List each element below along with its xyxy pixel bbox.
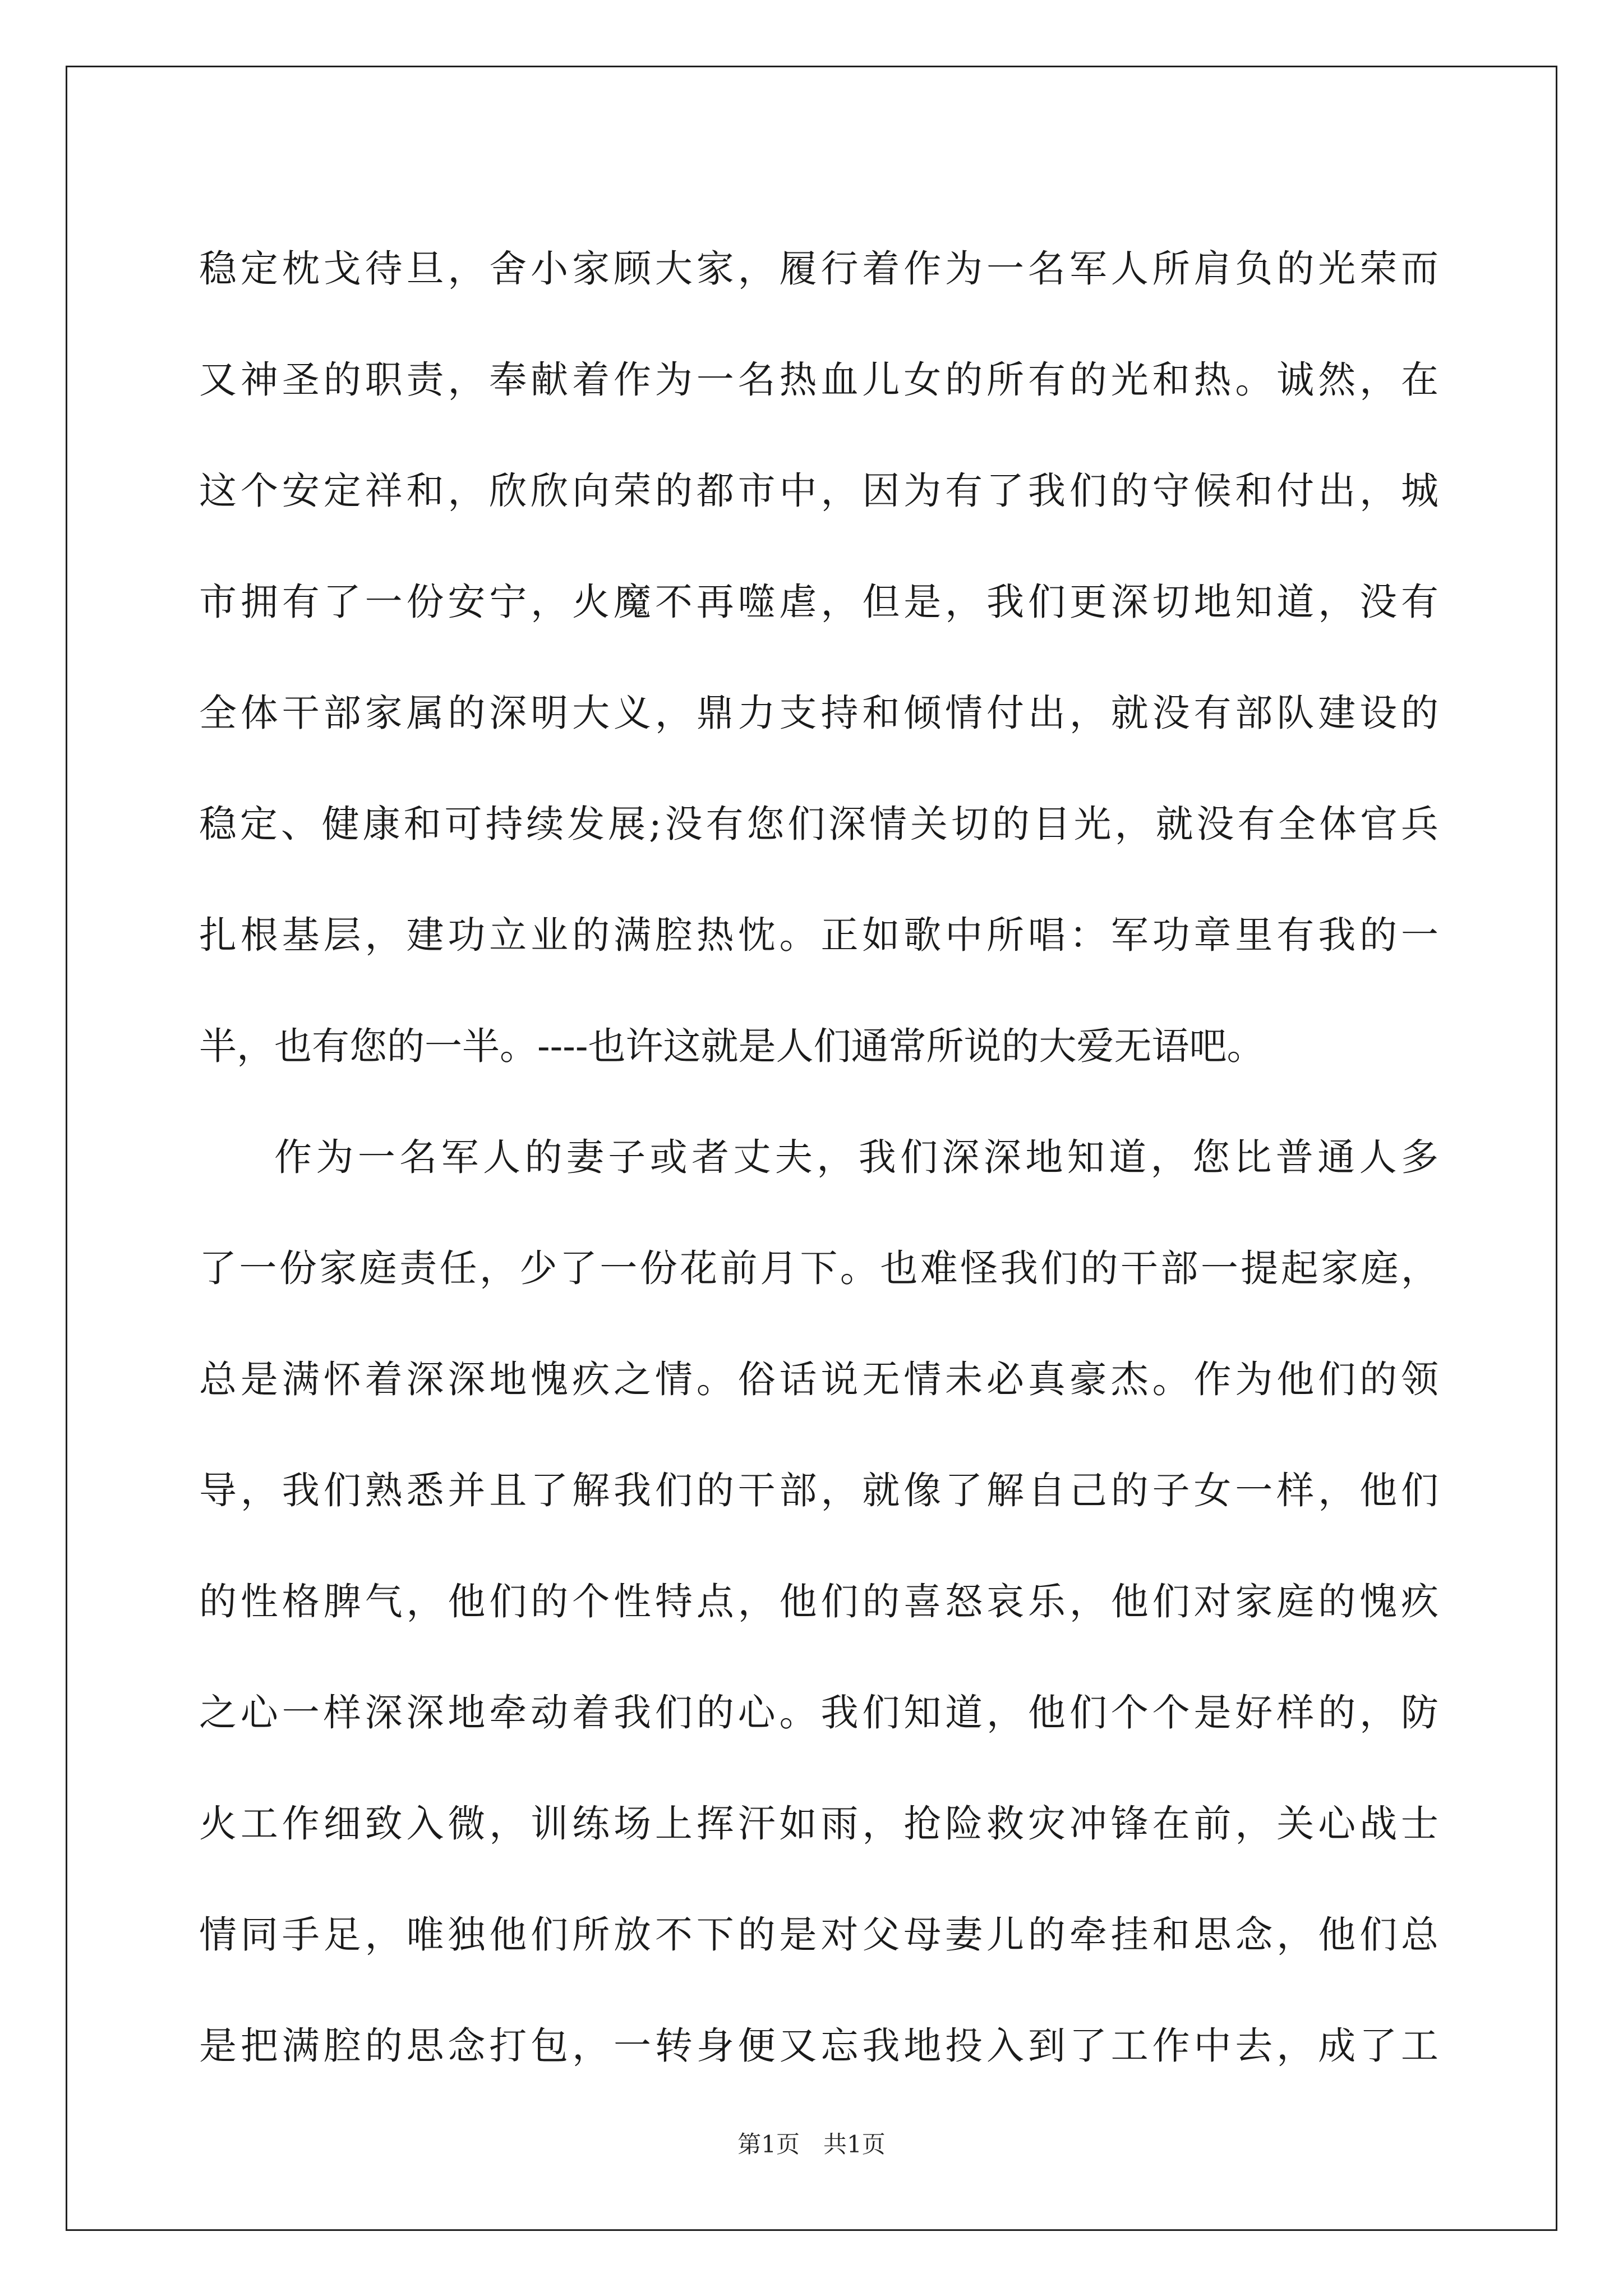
text-line: 了一份家庭责任，少了一份花前月下。也难怪我们的干部一提起家庭， <box>199 1246 1438 1290</box>
text-line: 之心一样深深地牵动着我们的心。我们知道，他们个个是好样的，防 <box>199 1691 1438 1734</box>
text-line: 半，也有您的一半。----也许这就是人们通常所说的大爱无语吧。 <box>199 1024 1265 1068</box>
text-line: 是把满腔的思念打包，一转身便又忘我地投入到了工作中去，成了工 <box>199 2024 1438 2068</box>
text-line: 稳定、健康和可持续发展;没有您们深情关切的目光，就没有全体官兵 <box>199 802 1438 846</box>
paragraph-1 <box>199 213 1438 1102</box>
document-body <box>199 213 1438 2101</box>
text-line: 这个安定祥和，欣欣向荣的都市中，因为有了我们的守候和付出，城 <box>199 469 1438 513</box>
text-line: 导，我们熟悉并且了解我们的干部，就像了解自己的子女一样，他们 <box>199 1469 1438 1512</box>
text-line: 稳定枕戈待旦，舍小家顾大家，履行着作为一名军人所肩负的光荣而 <box>199 247 1438 291</box>
text-line: 又神圣的职责，奉献着作为一名热血儿女的所有的光和热。诚然，在 <box>199 358 1438 402</box>
paragraph-2 <box>199 1102 1438 2101</box>
text-line: 扎根基层，建功立业的满腔热忱。正如歌中所唱：军功章里有我的一 <box>199 913 1438 957</box>
text-line: 作为一名军人的妻子或者丈夫，我们深深地知道，您比普通人多 <box>274 1135 1438 1179</box>
page-number: 第1页 共1页 <box>737 2131 886 2158</box>
text-line: 总是满怀着深深地愧疚之情。俗话说无情未必真豪杰。作为他们的领 <box>199 1358 1438 1401</box>
text-line: 情同手足，唯独他们所放不下的是对父母妻儿的牵挂和思念，他们总 <box>199 1913 1438 1957</box>
text-line: 市拥有了一份安宁，火魔不再噬虐，但是，我们更深切地知道，没有 <box>199 580 1438 624</box>
text-line: 全体干部家属的深明大义，鼎力支持和倾情付出，就没有部队建设的 <box>199 691 1438 735</box>
text-line: 火工作细致入微，训练场上挥汗如雨，抢险救灾冲锋在前，关心战士 <box>199 1802 1438 1846</box>
text-line: 的性格脾气，他们的个性特点，他们的喜怒哀乐，他们对家庭的愧疚 <box>199 1580 1438 1623</box>
